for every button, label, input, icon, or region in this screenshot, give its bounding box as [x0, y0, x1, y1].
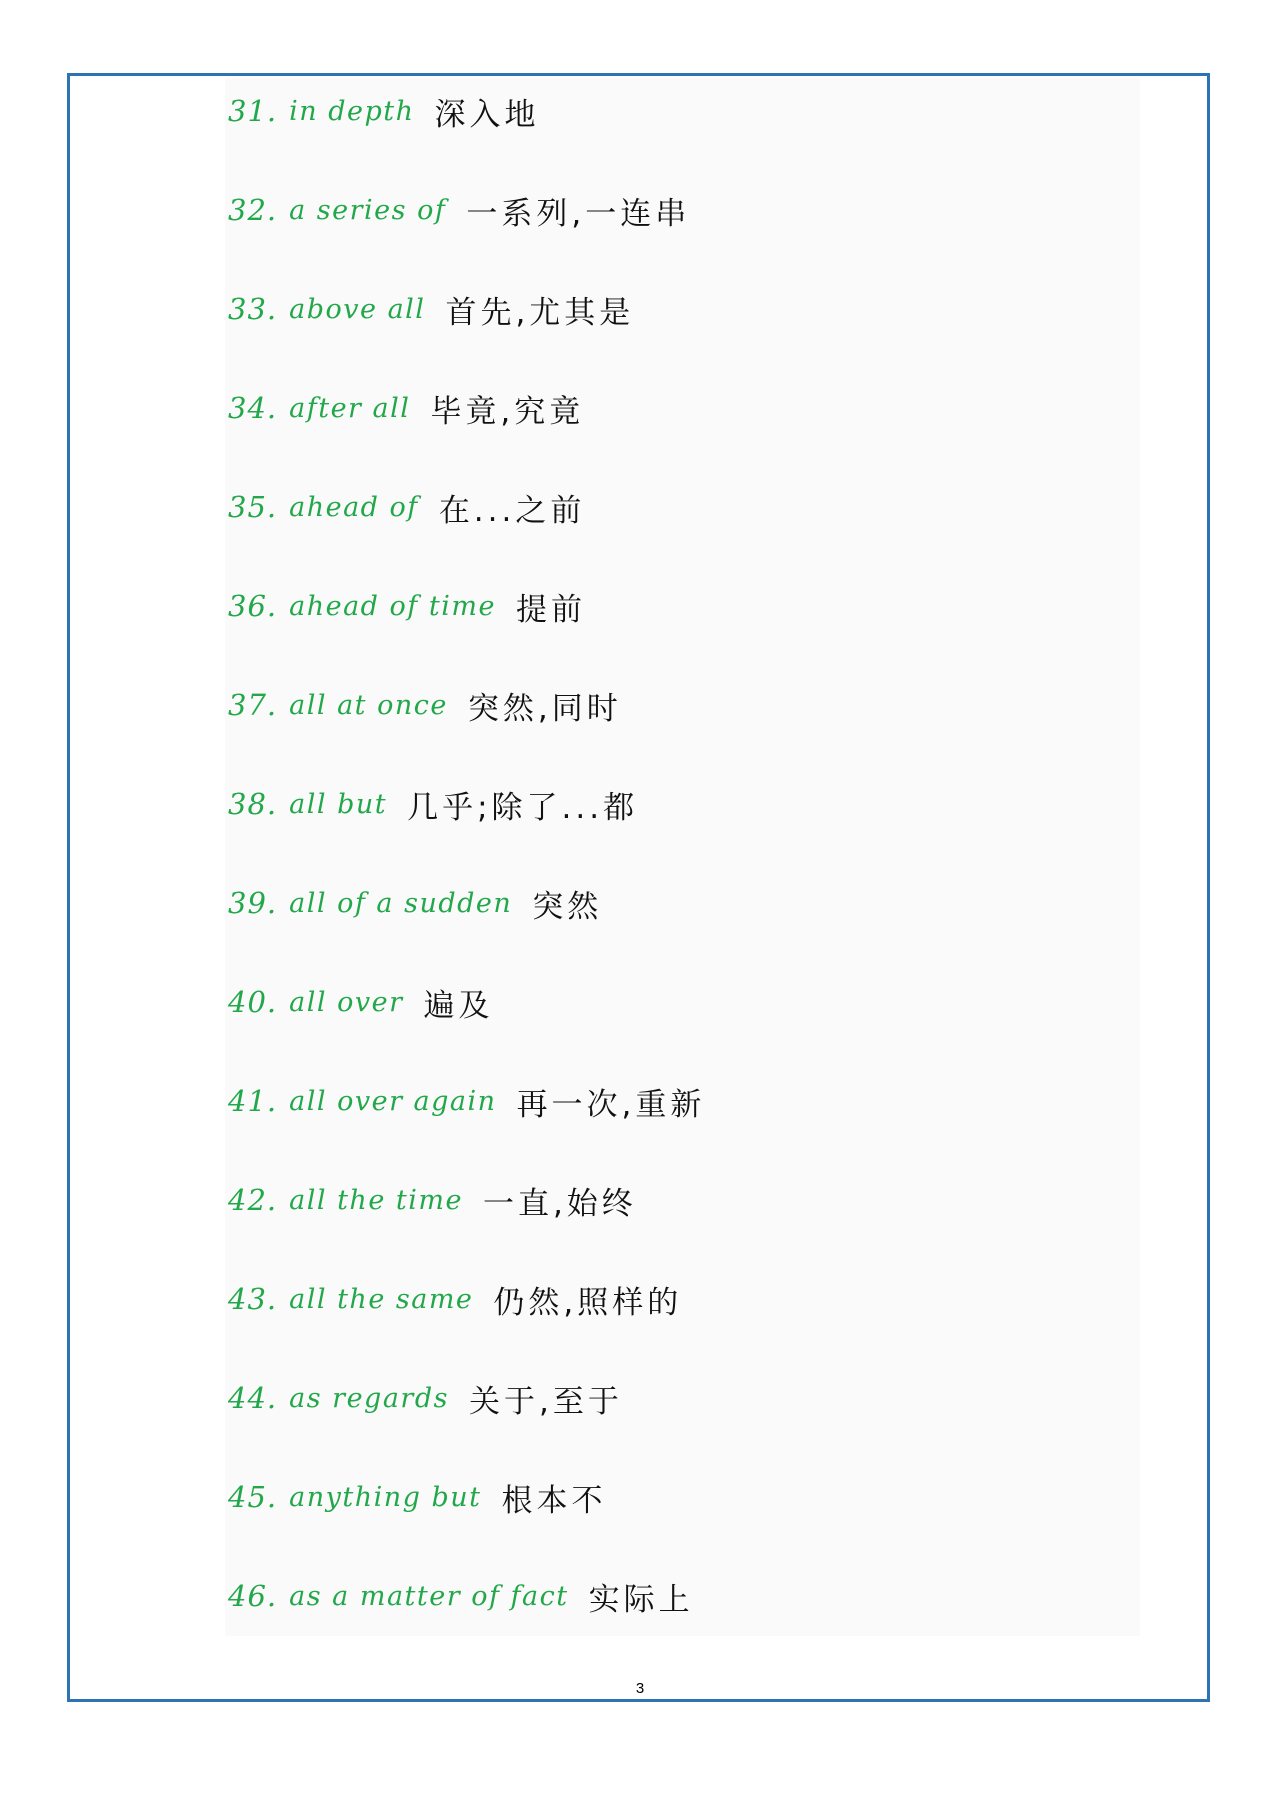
entry-phrase: anything but — [289, 1481, 482, 1513]
entry-phrase: after all — [289, 392, 411, 424]
entry-number: 32. — [228, 193, 278, 227]
entry-phrase: ahead of time — [289, 590, 496, 622]
entry-number: 44. — [228, 1381, 278, 1415]
entry-number: 41. — [228, 1084, 278, 1118]
entry-meaning: 首先,尤其是 — [445, 294, 635, 331]
entry-meaning: 一直,始终 — [482, 1185, 637, 1222]
entry-meaning: 突然 — [532, 888, 603, 925]
entry-phrase: in depth — [289, 95, 415, 127]
entry-number: 42. — [228, 1183, 278, 1217]
entry-number: 34. — [228, 391, 278, 425]
phrase-entry — [228, 284, 634, 334]
entry-phrase: as regards — [289, 1382, 449, 1414]
entry-meaning: 再一次,重新 — [516, 1086, 706, 1123]
entry-number: 35. — [228, 490, 278, 524]
entry-phrase: as a matter of fact — [289, 1580, 569, 1612]
entry-phrase: all the time — [289, 1184, 463, 1216]
entry-number: 31. — [228, 94, 278, 128]
entry-meaning: 在...之前 — [438, 492, 586, 529]
page-number: 3 — [635, 1680, 645, 1697]
phrase-entry — [228, 1274, 682, 1324]
phrase-entry — [228, 977, 493, 1027]
phrase-entry — [228, 581, 586, 631]
entry-meaning: 提前 — [515, 591, 586, 628]
entry-number: 45. — [228, 1480, 278, 1514]
entry-meaning: 关于,至于 — [468, 1383, 623, 1420]
entry-meaning: 一系列,一连串 — [466, 195, 691, 232]
phrase-entry — [228, 1175, 637, 1225]
entry-phrase: all but — [289, 788, 388, 820]
phrase-entry — [228, 680, 622, 730]
entry-meaning: 毕竟,究竟 — [430, 393, 585, 430]
entry-number: 36. — [228, 589, 278, 623]
phrase-entry — [228, 878, 602, 928]
entry-phrase: all the same — [289, 1283, 474, 1315]
entry-meaning: 根本不 — [501, 1482, 607, 1519]
entry-phrase: all of a sudden — [289, 887, 513, 919]
entry-phrase: all over again — [289, 1085, 497, 1117]
entry-meaning: 突然,同时 — [467, 690, 622, 727]
entry-meaning: 遍及 — [423, 987, 494, 1024]
entry-phrase: above all — [289, 293, 426, 325]
entry-meaning: 深入地 — [434, 96, 540, 133]
phrase-entry — [228, 383, 584, 433]
entry-number: 38. — [228, 787, 278, 821]
phrase-entry — [228, 86, 540, 136]
entry-meaning: 实际上 — [588, 1581, 694, 1618]
phrase-entry — [228, 1472, 607, 1522]
entry-number: 43. — [228, 1282, 278, 1316]
entry-phrase: all at once — [289, 689, 448, 721]
entry-meaning: 仍然,照样的 — [493, 1284, 683, 1321]
entry-phrase: ahead of — [289, 491, 419, 523]
phrase-entry — [228, 1373, 623, 1423]
entry-phrase: all over — [289, 986, 404, 1018]
entry-number: 40. — [228, 985, 278, 1019]
phrase-entry — [228, 1571, 694, 1621]
phrase-entry — [228, 1076, 705, 1126]
phrase-entry — [228, 185, 690, 235]
entry-phrase: a series of — [289, 194, 447, 226]
entry-number: 46. — [228, 1579, 278, 1613]
entry-number: 33. — [228, 292, 278, 326]
phrase-entry — [228, 482, 585, 532]
entry-number: 37. — [228, 688, 278, 722]
phrase-entry — [228, 779, 638, 829]
entry-meaning: 几乎;除了...都 — [407, 789, 639, 826]
entry-number: 39. — [228, 886, 278, 920]
